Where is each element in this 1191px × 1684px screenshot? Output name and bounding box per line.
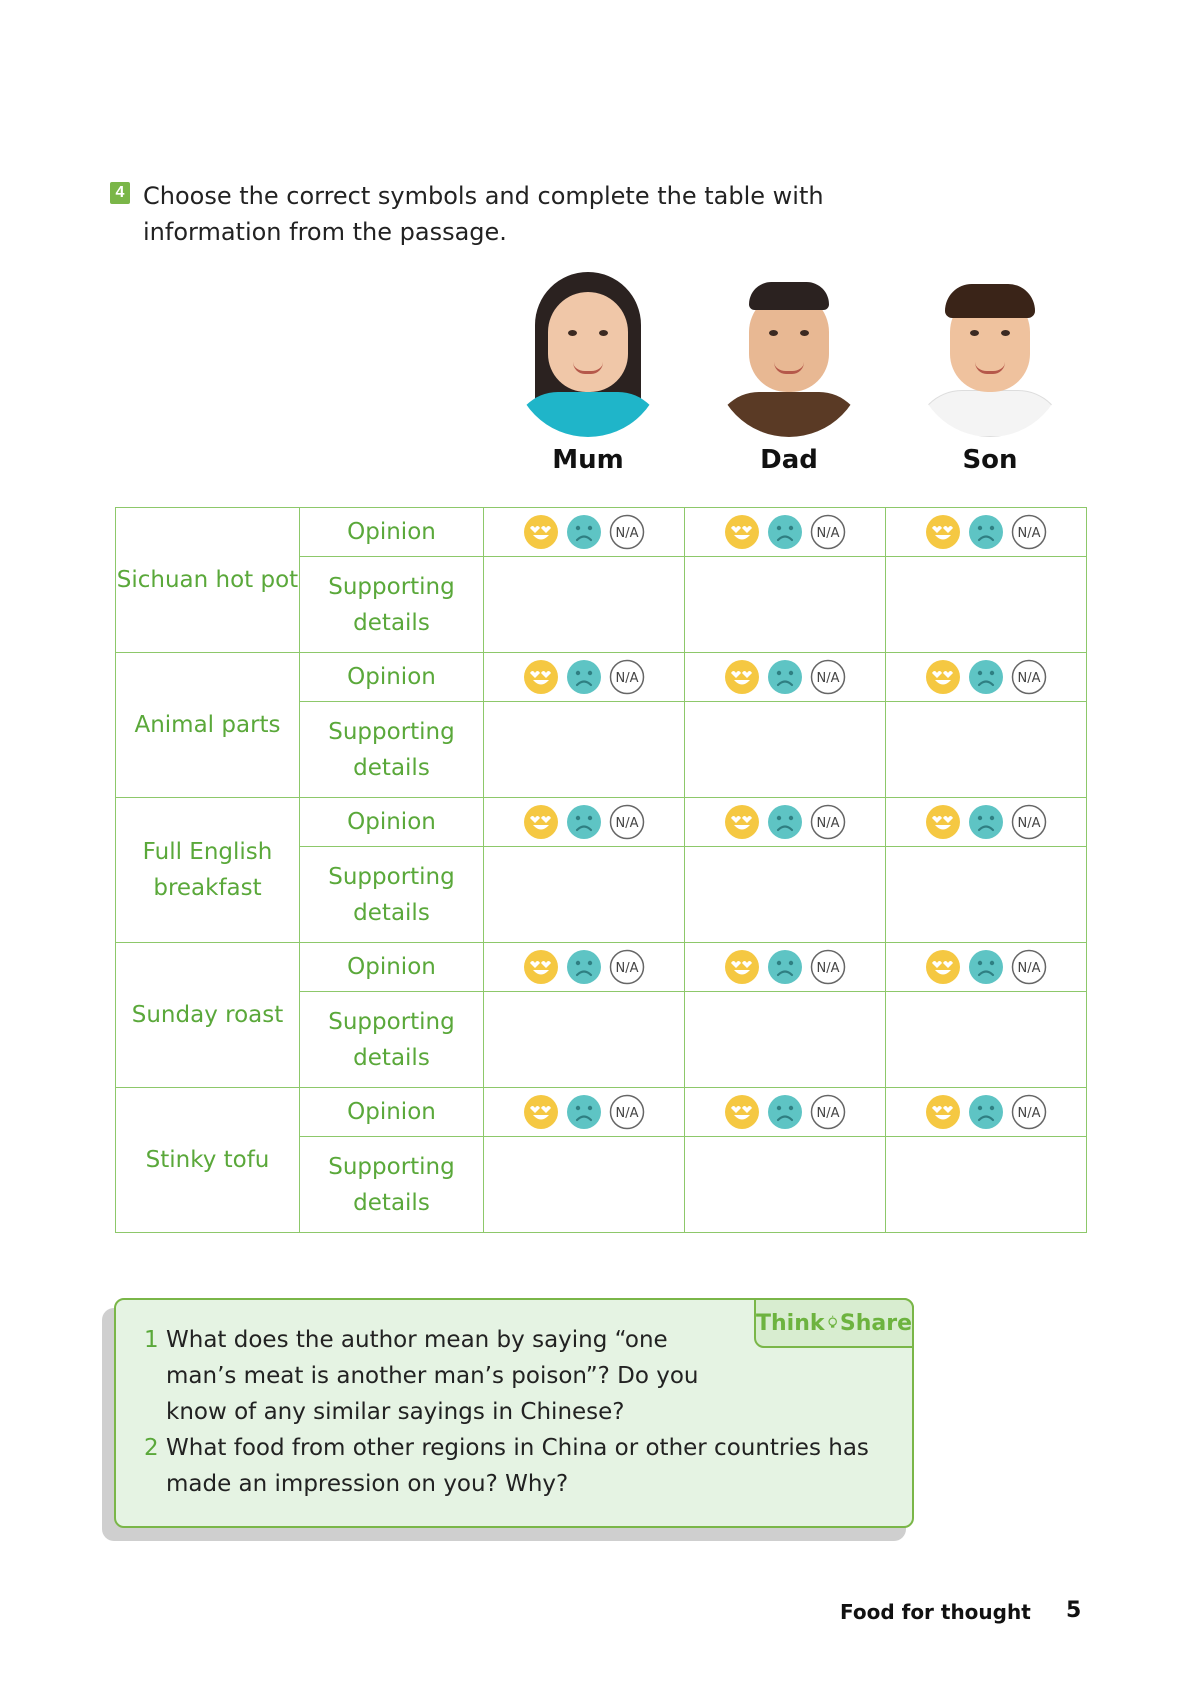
not-applicable-icon[interactable]	[810, 1094, 846, 1130]
opinion-symbol-cell	[484, 653, 685, 702]
symbol-choices	[523, 659, 645, 695]
love-face-icon[interactable]	[925, 1094, 961, 1130]
supporting-details-input-cell[interactable]	[685, 992, 886, 1088]
sad-face-icon[interactable]	[968, 514, 1004, 550]
opinion-symbol-cell	[685, 943, 886, 992]
opinion-symbol-cell	[484, 1088, 685, 1137]
question-text: What food from other regions in China or other countries has made an impression on you? Why?	[166, 1435, 869, 1497]
love-face-icon[interactable]	[523, 659, 559, 695]
symbol-choices	[523, 514, 645, 550]
question-number: 1	[144, 1327, 159, 1353]
sad-face-icon[interactable]	[767, 804, 803, 840]
supporting-details-input-cell[interactable]	[886, 992, 1087, 1088]
symbol-choices	[523, 1094, 645, 1130]
supporting-details-input-cell[interactable]	[484, 847, 685, 943]
food-name-cell: Stinky tofu	[116, 1088, 300, 1233]
symbol-choices	[724, 514, 846, 550]
supporting-details-input-cell[interactable]	[886, 847, 1087, 943]
love-face-icon[interactable]	[925, 659, 961, 695]
sad-face-icon[interactable]	[767, 949, 803, 985]
love-face-icon[interactable]	[523, 804, 559, 840]
opinion-symbol-cell	[886, 943, 1087, 992]
supporting-details-input-cell[interactable]	[685, 847, 886, 943]
love-face-icon[interactable]	[724, 659, 760, 695]
supporting-details-input-cell[interactable]	[886, 557, 1087, 653]
sad-face-icon[interactable]	[968, 949, 1004, 985]
not-applicable-icon[interactable]	[609, 514, 645, 550]
not-applicable-icon[interactable]	[609, 949, 645, 985]
sad-face-icon[interactable]	[968, 659, 1004, 695]
person-name-mum: Mum	[552, 445, 624, 475]
supporting-details-label: Supporting details	[300, 847, 484, 943]
love-face-icon[interactable]	[523, 949, 559, 985]
sad-face-icon[interactable]	[566, 949, 602, 985]
not-applicable-icon[interactable]	[810, 804, 846, 840]
love-face-icon[interactable]	[724, 949, 760, 985]
symbol-choices	[724, 949, 846, 985]
not-applicable-icon[interactable]	[1011, 804, 1047, 840]
food-name-cell: Animal parts	[116, 653, 300, 798]
not-applicable-icon[interactable]	[1011, 514, 1047, 550]
symbol-choices	[523, 804, 645, 840]
love-face-icon[interactable]	[724, 1094, 760, 1130]
love-face-icon[interactable]	[724, 804, 760, 840]
son-photo	[915, 262, 1065, 437]
think-share-box	[114, 1298, 914, 1528]
supporting-details-label: Supporting details	[300, 1137, 484, 1233]
not-applicable-icon[interactable]	[810, 514, 846, 550]
symbol-choices	[724, 1094, 846, 1130]
opinion-symbol-cell	[685, 1088, 886, 1137]
think-label: Think	[756, 1310, 825, 1336]
opinion-label: Opinion	[300, 943, 484, 992]
share-label: Share	[839, 1310, 912, 1336]
sad-face-icon[interactable]	[767, 514, 803, 550]
opinion-symbol-cell	[685, 798, 886, 847]
symbol-choices	[925, 804, 1047, 840]
not-applicable-icon[interactable]	[1011, 1094, 1047, 1130]
sad-face-icon[interactable]	[968, 804, 1004, 840]
supporting-details-input-cell[interactable]	[484, 1137, 685, 1233]
sad-face-icon[interactable]	[968, 1094, 1004, 1130]
not-applicable-icon[interactable]	[1011, 949, 1047, 985]
task-number-badge: 4	[110, 182, 130, 204]
question-list	[144, 1322, 884, 1502]
supporting-details-label: Supporting details	[300, 557, 484, 653]
opinion-row	[116, 798, 1087, 847]
love-face-icon[interactable]	[724, 514, 760, 550]
love-face-icon[interactable]	[925, 949, 961, 985]
symbol-choices	[724, 659, 846, 695]
opinion-row	[116, 508, 1087, 557]
opinion-row	[116, 653, 1087, 702]
mum-photo	[513, 262, 663, 437]
opinion-symbol-cell	[886, 508, 1087, 557]
question-item	[144, 1430, 884, 1502]
person-dad	[709, 262, 869, 475]
opinion-row	[116, 1088, 1087, 1137]
supporting-details-input-cell[interactable]	[484, 557, 685, 653]
love-face-icon[interactable]	[925, 804, 961, 840]
opinion-label: Opinion	[300, 1088, 484, 1137]
opinion-label: Opinion	[300, 653, 484, 702]
opinion-label: Opinion	[300, 798, 484, 847]
supporting-details-label: Supporting details	[300, 702, 484, 798]
question-number: 2	[144, 1435, 159, 1461]
opinion-symbol-cell	[886, 798, 1087, 847]
love-face-icon[interactable]	[523, 514, 559, 550]
question-item	[144, 1322, 884, 1430]
symbol-choices	[925, 514, 1047, 550]
person-mum	[508, 262, 668, 475]
page-number: 5	[1066, 1598, 1082, 1623]
not-applicable-icon[interactable]	[609, 659, 645, 695]
not-applicable-icon[interactable]	[810, 949, 846, 985]
person-son	[910, 262, 1070, 475]
opinion-row	[116, 943, 1087, 992]
person-name-son: Son	[962, 445, 1018, 475]
love-face-icon[interactable]	[925, 514, 961, 550]
food-name-cell: Sichuan hot pot	[116, 508, 300, 653]
symbol-choices	[925, 1094, 1047, 1130]
symbol-choices	[523, 949, 645, 985]
symbol-choices	[724, 804, 846, 840]
not-applicable-icon[interactable]	[810, 659, 846, 695]
sad-face-icon[interactable]	[767, 659, 803, 695]
supporting-details-input-cell[interactable]	[886, 1137, 1087, 1233]
supporting-details-input-cell[interactable]	[685, 557, 886, 653]
supporting-details-input-cell[interactable]	[484, 992, 685, 1088]
opinion-symbol-cell	[484, 943, 685, 992]
sad-face-icon[interactable]	[566, 659, 602, 695]
symbol-choices	[925, 659, 1047, 695]
supporting-details-label: Supporting details	[300, 992, 484, 1088]
not-applicable-icon[interactable]	[609, 1094, 645, 1130]
supporting-details-input-cell[interactable]	[484, 702, 685, 798]
symbol-choices	[925, 949, 1047, 985]
sad-face-icon[interactable]	[767, 1094, 803, 1130]
supporting-details-input-cell[interactable]	[886, 702, 1087, 798]
opinion-symbol-cell	[886, 1088, 1087, 1137]
question-text: What does the author mean by saying “one man’s meat is another man’s poison”? Do you know of any similar sayings in Chinese?	[166, 1327, 699, 1425]
person-name-dad: Dad	[760, 445, 818, 475]
opinion-symbol-cell	[685, 508, 886, 557]
sad-face-icon[interactable]	[566, 514, 602, 550]
food-name-cell: Full English breakfast	[116, 798, 300, 943]
opinion-label: Opinion	[300, 508, 484, 557]
task-instruction-text: Choose the correct symbols and complete the table with information from the passage.	[143, 182, 824, 246]
dad-photo	[714, 262, 864, 437]
supporting-details-input-cell[interactable]	[685, 1137, 886, 1233]
opinion-table	[115, 507, 1087, 1233]
sad-face-icon[interactable]	[566, 804, 602, 840]
footer-title: Food for thought	[840, 1600, 1031, 1624]
supporting-details-input-cell[interactable]	[685, 702, 886, 798]
sad-face-icon[interactable]	[566, 1094, 602, 1130]
love-face-icon[interactable]	[523, 1094, 559, 1130]
not-applicable-icon[interactable]	[1011, 659, 1047, 695]
opinion-symbol-cell	[886, 653, 1087, 702]
task-instruction	[110, 178, 1010, 250]
opinion-symbol-cell	[685, 653, 886, 702]
food-name-cell: Sunday roast	[116, 943, 300, 1088]
not-applicable-icon[interactable]	[609, 804, 645, 840]
opinion-symbol-cell	[484, 798, 685, 847]
opinion-symbol-cell	[484, 508, 685, 557]
